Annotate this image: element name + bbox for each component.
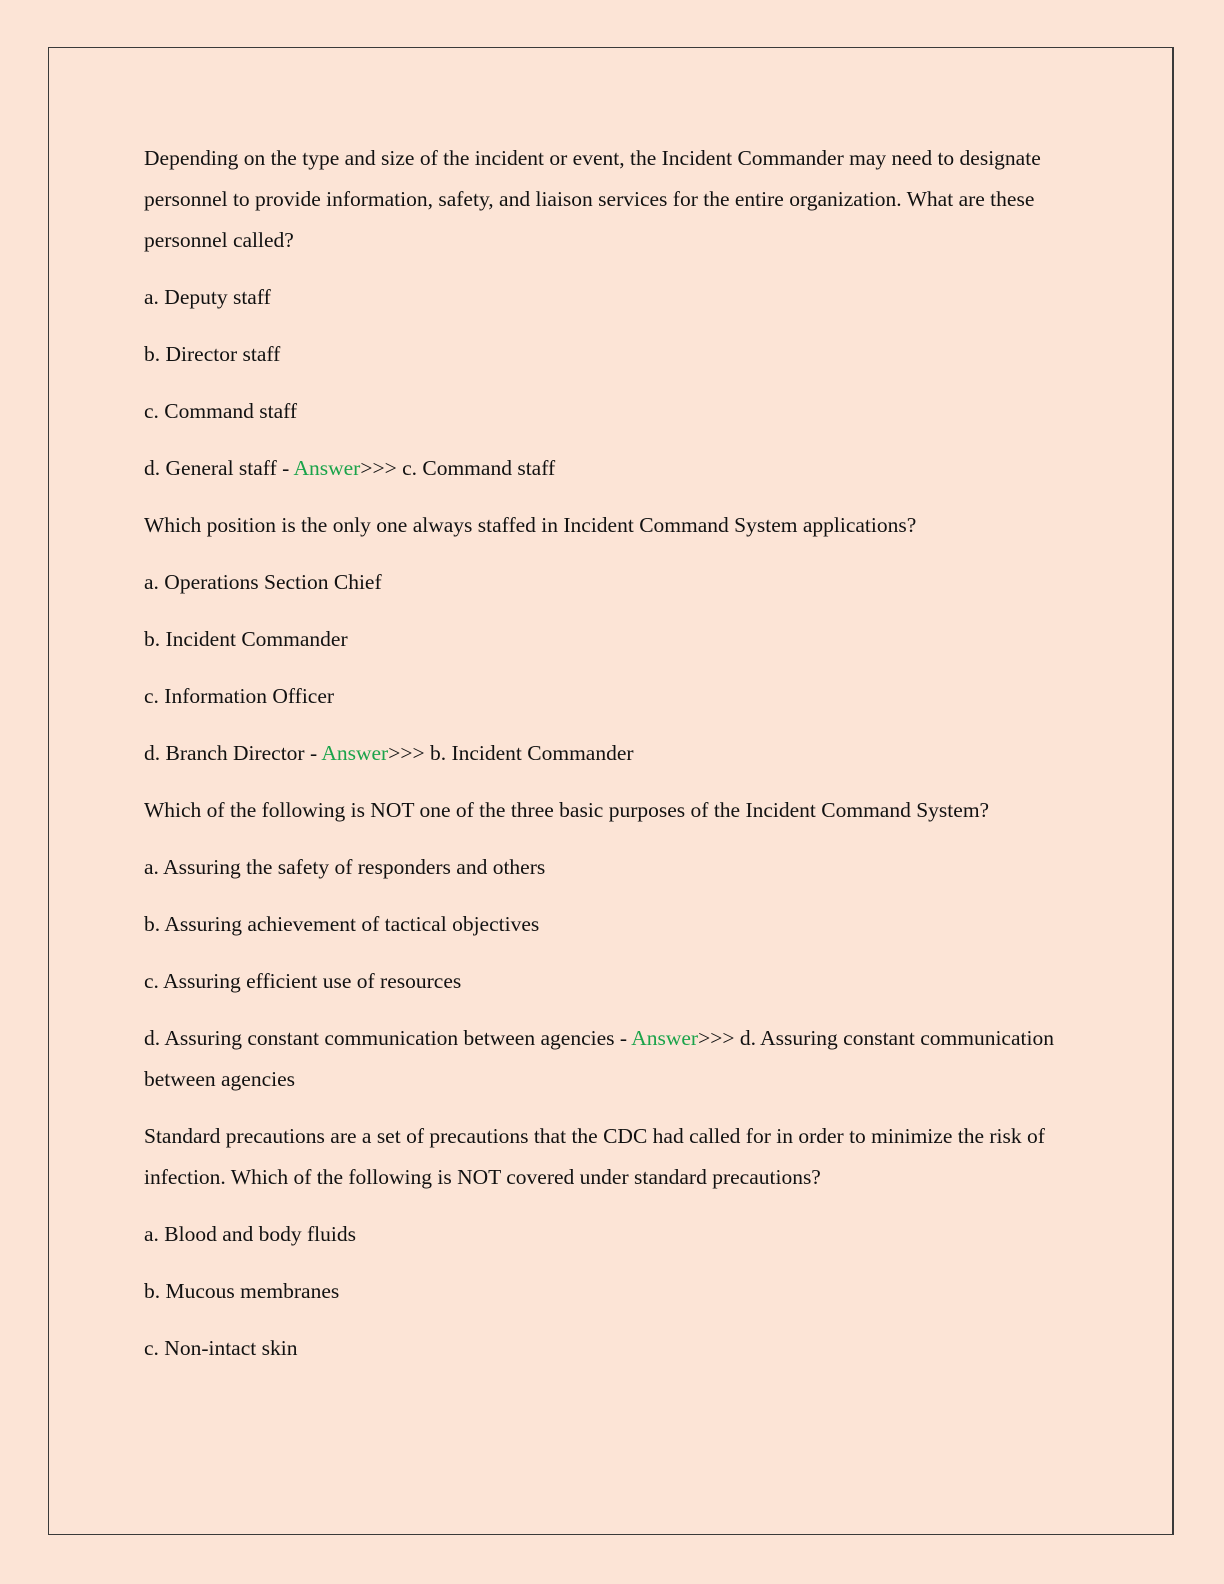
answer-option: b. Assuring achievement of tactical objectives xyxy=(144,912,540,936)
answer-label: Answer xyxy=(293,456,361,480)
answer-option: a. Assuring the safety of responders and others xyxy=(144,855,546,879)
answer-option: c. Command staff xyxy=(144,399,298,423)
answer-option-text: d. Assuring constant communication between agencies - xyxy=(144,1026,632,1050)
answer-option: c. Assuring efficient use of resources xyxy=(144,969,462,993)
question-text: Which of the following is NOT one of the three basic purposes of the Incident Command System? xyxy=(144,798,990,822)
answer-option: a. Operations Section Chief xyxy=(144,570,382,594)
answer-option-with-key xyxy=(144,448,1064,489)
correct-answer: >>> c. Command staff xyxy=(360,456,556,480)
answer-option-with-key xyxy=(144,733,1064,774)
question-text: Which position is the only one always staffed in Incident Command System applications? xyxy=(144,513,917,537)
document-body xyxy=(144,138,1064,1385)
answer-option: c. Non-intact skin xyxy=(144,1336,298,1360)
correct-answer: >>> d. Assuring constant communication between agencies xyxy=(144,1026,1054,1091)
answer-label: Answer xyxy=(631,1026,699,1050)
answer-option: a. Deputy staff xyxy=(144,285,271,309)
answer-option-text: d. General staff - xyxy=(144,456,294,480)
answer-option: b. Director staff xyxy=(144,342,281,366)
answer-option: b. Incident Commander xyxy=(144,627,348,651)
question-text: Standard precautions are a set of precautions that the CDC had called for in order to minimize the risk of infection. Which of the following is NOT covered under standard precautions? xyxy=(144,1124,1045,1189)
correct-answer: >>> b. Incident Commander xyxy=(388,741,634,765)
answer-option-text: d. Branch Director - xyxy=(144,741,322,765)
question-text: Depending on the type and size of the incident or event, the Incident Commander may need to designate personnel to provide information, safety, and liaison services for the entire organization. What are these personnel called? xyxy=(144,146,1041,252)
answer-option: b. Mucous membranes xyxy=(144,1279,340,1303)
answer-option: c. Information Officer xyxy=(144,684,335,708)
answer-label: Answer xyxy=(321,741,389,765)
answer-option: a. Blood and body fluids xyxy=(144,1222,356,1246)
answer-option-with-key xyxy=(144,1018,1064,1100)
